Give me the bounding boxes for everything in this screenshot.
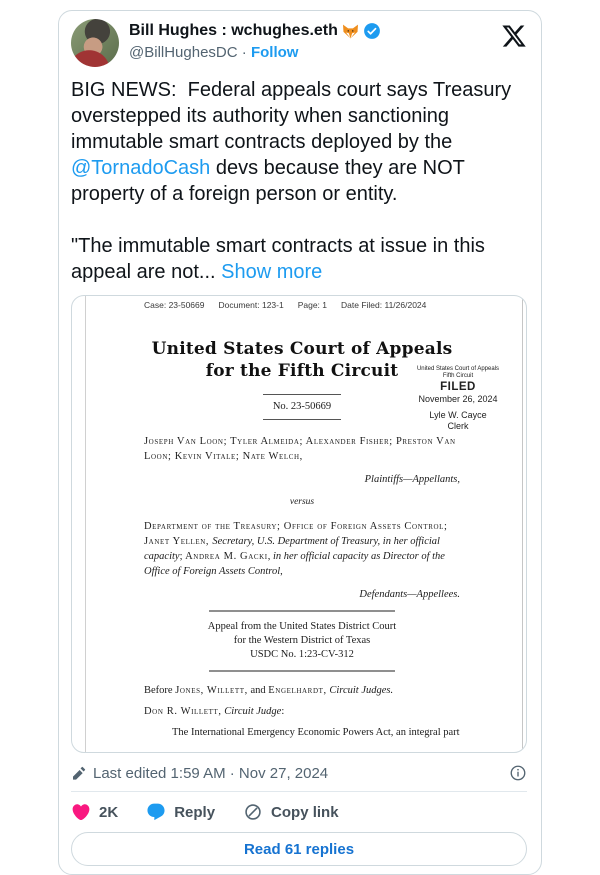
edit-pencil-icon [71,765,87,781]
fox-emoji-icon [342,24,359,39]
appeal-origin-block [144,620,460,662]
rule-divider [209,610,395,612]
reply-bubble-icon [146,802,166,822]
appeal-line-1: Appeal from the United States District Court [207,621,397,632]
document-page-header [144,300,460,310]
appeal-line-2: for the Western District of Texas [233,635,371,646]
rule-divider [263,394,341,395]
footer-divider [71,791,527,792]
tweet-card [58,10,542,875]
stamp-clerk-name: Lyle W. Cayce [429,410,487,420]
case-number: No. 23-50669 [272,401,332,412]
rule-divider [263,419,341,420]
rule-divider [209,670,395,672]
follow-button[interactable]: Follow [250,44,299,61]
tweet-text-before-mention: BIG NEWS: Federal appeals court says Treasury overstepped its authority when sanctioning immutable smart contracts deployed by the [71,79,517,153]
doc-document-field: Document: 123-1 [218,300,284,310]
copy-link-label: Copy link [271,803,339,821]
tweet-text [71,77,527,285]
engagement-row [71,802,527,822]
show-more-link[interactable]: Show more [221,261,323,283]
reply-button[interactable] [146,802,215,822]
doc-datefiled-field: Date Filed: 11/26/2024 [341,300,427,310]
scan-edge-right [522,296,523,752]
display-name[interactable]: Bill Hughes : wchughes.eth [129,22,338,39]
tweet-paragraph-2 [71,233,527,285]
read-replies-button[interactable]: Read 61 replies [71,832,527,866]
like-button[interactable] [71,802,118,822]
stamp-filed-date: November 26, 2024 [418,394,498,404]
mention-link-tornadocash[interactable]: @TornadoCash [71,157,211,179]
stamp-filed-label: FILED [440,381,476,393]
defendants-label: Defendants—Appellees. [359,589,460,600]
tweet-meta-row [71,764,527,782]
document-page [72,296,526,739]
header-text [129,19,501,63]
scan-edge-left [85,296,86,752]
copy-link-icon [243,802,263,822]
stamp-court-line: United States Court of Appeals [416,366,500,372]
dot-separator: · [237,44,251,61]
info-icon[interactable] [509,764,527,782]
doc-page-field: Page: 1 [297,300,328,310]
reply-label: Reply [174,803,216,821]
versus-label: versus [289,497,315,507]
court-title-line2: for the Fifth Circuit [205,361,399,381]
avatar[interactable] [71,19,119,67]
stamp-clerk [396,410,520,432]
appeal-line-3: USDC No. 1:23-CV-312 [250,649,354,660]
copy-link-button[interactable] [243,802,339,822]
heart-icon [71,802,91,822]
authoring-judge-line: Don R. Willett, Circuit Judge: [144,706,285,717]
attached-document-image[interactable] [71,295,527,753]
handle[interactable]: @BillHughesDC [129,44,238,61]
court-title-line1: United States Court of Appeals [151,339,453,359]
filed-stamp [396,366,520,432]
like-count: 2K [99,803,119,821]
tweet-paragraph-1 [71,77,527,207]
opinion-first-line: The International Emergency Economic Powers Act, an integral part [172,727,460,738]
tweet-quote-text: "The immutable smart contracts at issue in this appeal are not... [71,235,491,283]
plaintiffs-label: Plaintiffs—Appellants, [364,474,460,485]
defendants-names: Department of the Treasury; Office of Foreign Assets Control; Janet Yellen, Secretary, U.S. Department of Treasury, in her official capacity; Andrea M. Gacki, in her official capacity as Director of the Office of Foreign Assets Control, [144,521,448,577]
stamp-circuit-line: Fifth Circuit [442,373,474,379]
edited-timestamp[interactable]: Last edited 1:59 AM · Nov 27, 2024 [93,764,329,782]
stamp-clerk-title: Clerk [447,421,469,431]
tweet-header [71,19,527,67]
tweet-text-after-mention: devs because they are NOT property of a foreign person or entity. [71,157,471,205]
verified-badge-icon [363,22,381,40]
doc-case-field: Case: 23-50669 [144,300,205,310]
plaintiffs-names: Joseph Van Loon; Tyler Almeida; Alexander Fisher; Preston Van Loon; Kevin Vitale; Nate Welch, [144,436,456,462]
x-logo-icon[interactable] [501,23,527,49]
panel-judges-line: Before Jones, Willett, and Engelhardt, Circuit Judges. [144,685,394,696]
